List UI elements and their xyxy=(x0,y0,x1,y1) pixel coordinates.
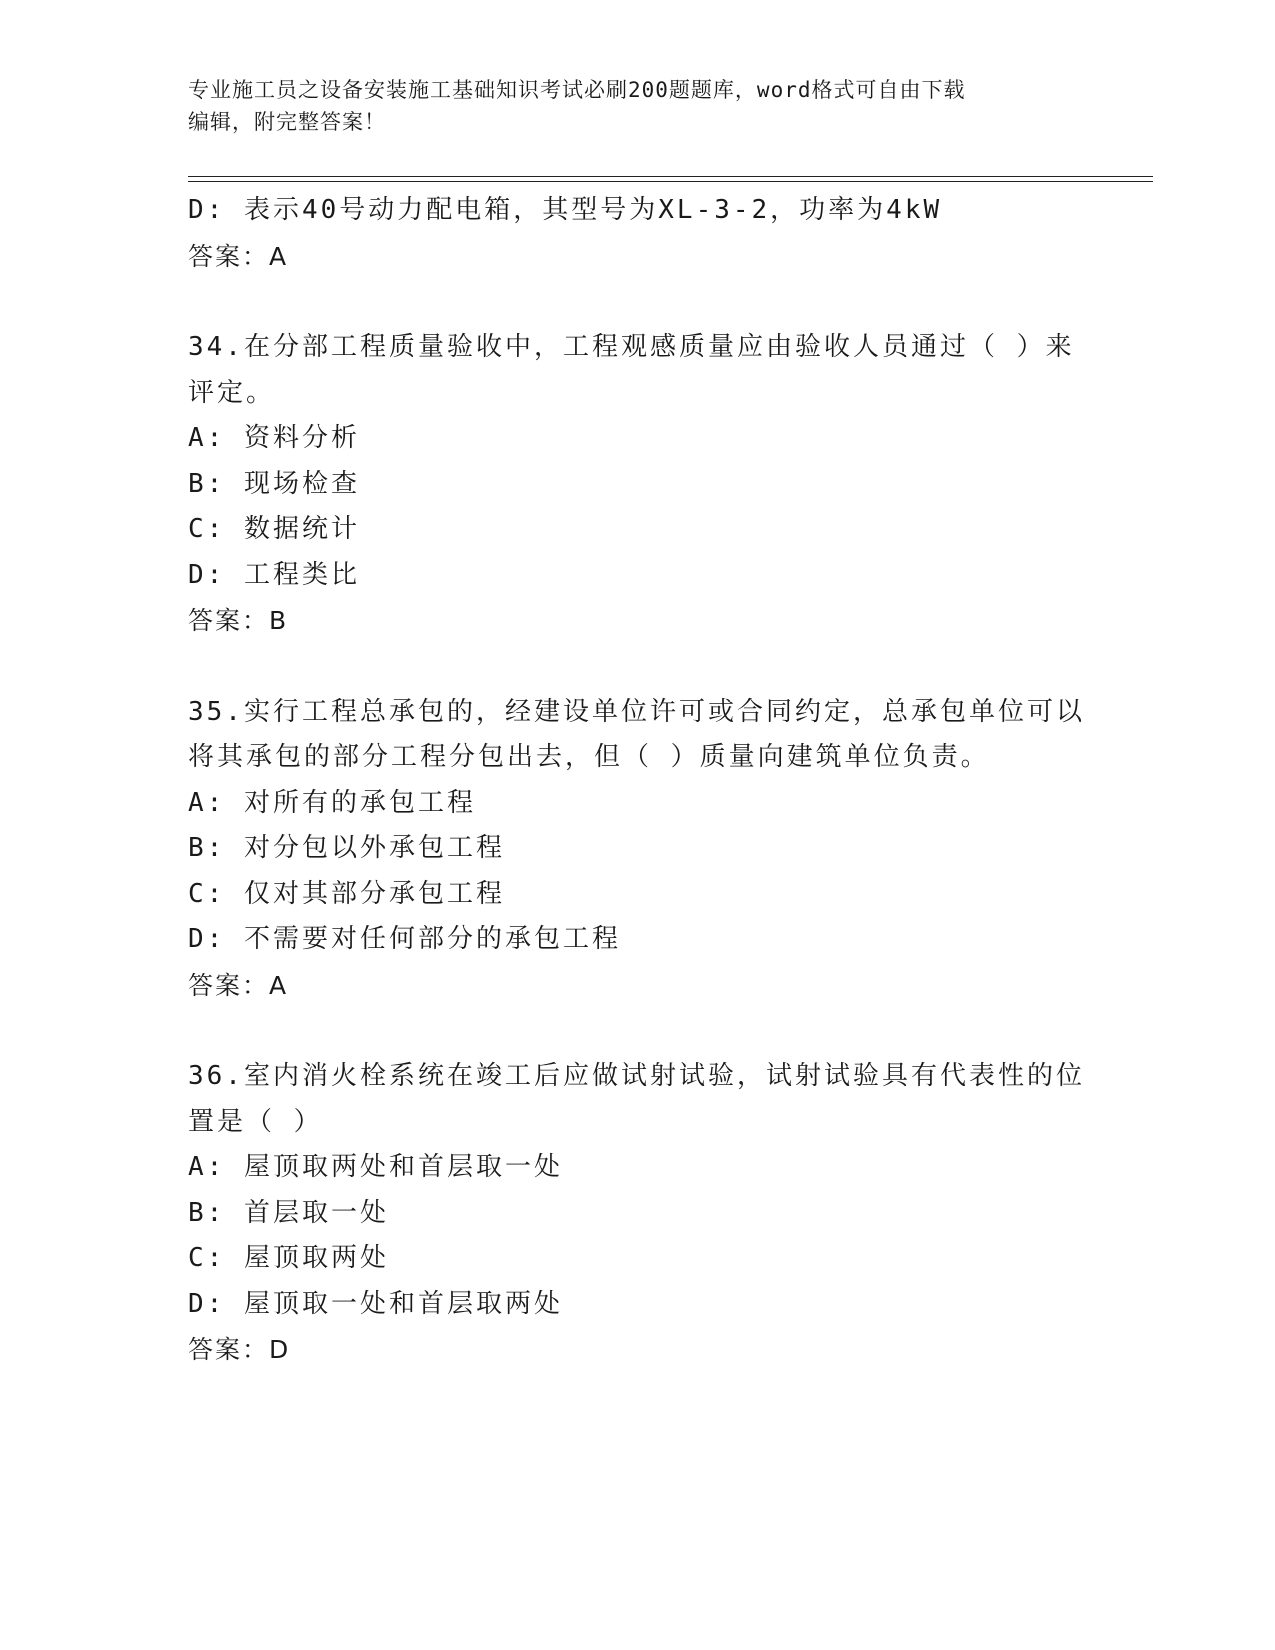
question-36 xyxy=(188,1054,1088,1373)
option-d: D: 屋顶取一处和首层取两处 xyxy=(188,1288,563,1319)
question-text xyxy=(188,690,1088,781)
option-b: B: 现场检查 xyxy=(188,468,360,499)
question-text xyxy=(188,1054,1088,1145)
document-body xyxy=(188,188,1088,1373)
header-divider xyxy=(188,176,1153,182)
answer-line: 答案：D xyxy=(188,1335,291,1364)
question-33-continuation xyxy=(188,188,1088,279)
question-34 xyxy=(188,325,1088,644)
option-b: B: 首层取一处 xyxy=(188,1197,389,1228)
header-title-line-2: 编辑，附完整答案！ xyxy=(188,110,386,134)
header-title-line-1: 专业施工员之设备安装施工基础知识考试必刷200题题库，word格式可自由下载 xyxy=(188,78,966,102)
question-text-line: 将其承包的部分工程分包出去，但（ ）质量向建筑单位负责。 xyxy=(188,742,990,772)
option-d: D: 表示40号动力配电箱，其型号为XL-3-2，功率为4kW xyxy=(188,195,943,225)
question-text-line: 置是（ ） xyxy=(188,1106,323,1137)
document-header xyxy=(188,74,1088,138)
question-35 xyxy=(188,690,1088,1009)
option-a: A: 对所有的承包工程 xyxy=(188,787,476,818)
answer-line: 答案：A xyxy=(188,970,289,1000)
answer-line: 答案：A xyxy=(188,241,289,271)
option-c: C: 仅对其部分承包工程 xyxy=(188,878,505,909)
question-text xyxy=(188,325,1088,416)
option-a: A: 资料分析 xyxy=(188,423,360,453)
option-a: A: 屋顶取两处和首层取一处 xyxy=(188,1152,563,1182)
question-text-line: 34.在分部工程质量验收中，工程观感质量应由验收人员通过（ ）来 xyxy=(188,332,1075,362)
question-text-line: 评定。 xyxy=(188,377,276,408)
option-c: C: 屋顶取两处 xyxy=(188,1243,389,1273)
option-c: C: 数据统计 xyxy=(188,514,360,544)
option-b: B: 对分包以外承包工程 xyxy=(188,833,505,863)
answer-line: 答案：B xyxy=(188,606,289,635)
option-d: D: 不需要对任何部分的承包工程 xyxy=(188,924,621,954)
question-text-line: 35.实行工程总承包的，经建设单位许可或合同约定，总承包单位可以 xyxy=(188,696,1085,727)
option-d: D: 工程类比 xyxy=(188,559,360,590)
question-text-line: 36.室内消火栓系统在竣工后应做试射试验，试射试验具有代表性的位 xyxy=(188,1061,1085,1091)
